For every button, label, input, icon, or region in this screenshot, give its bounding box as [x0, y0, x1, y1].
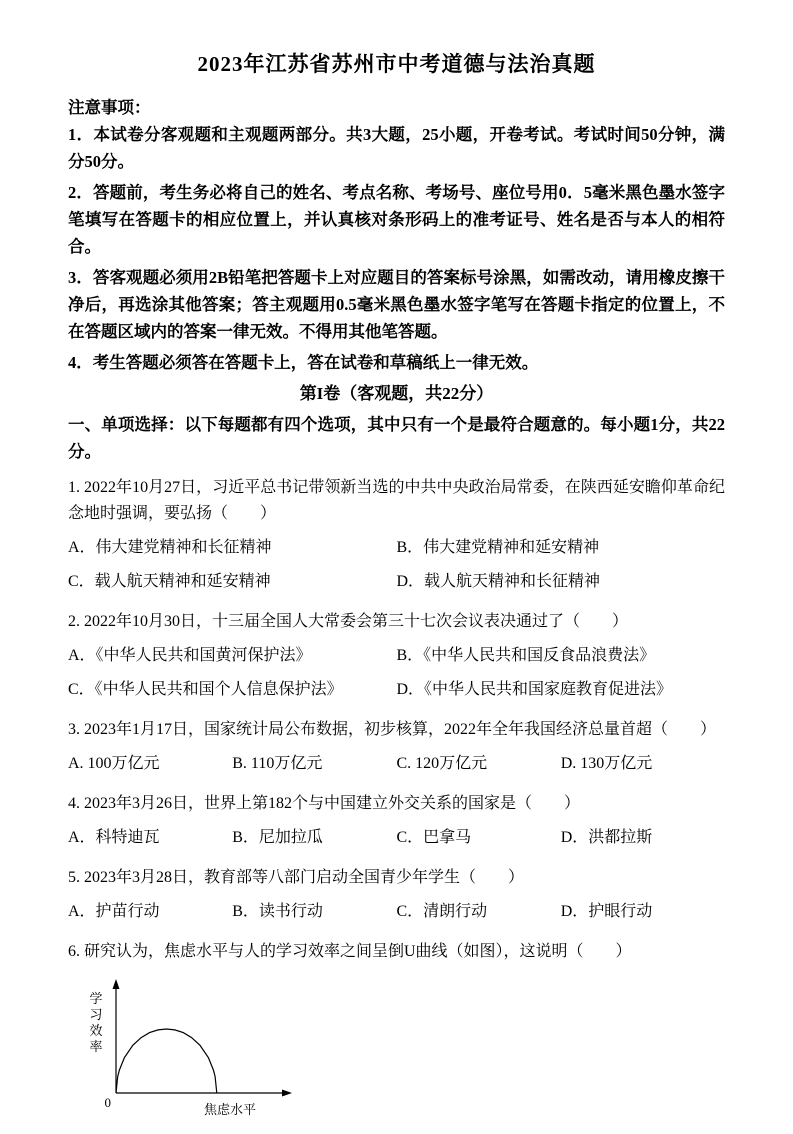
question-5: [68, 865, 725, 929]
inverted-u-curve: [116, 1029, 217, 1093]
notice-item-3: 3．答客观题必须用2B铅笔把答题卡上对应题目的答案标号涂黑，如需改动，请用橡皮擦干净后，再选涂其他答案；答主观题用0.5毫米黑色墨水签字笔写在答题卡指定的位置上，不在答题区域内的答案一律无效。不得用其他笔答题。: [68, 268, 725, 341]
option-a: A．科特迪瓦: [68, 829, 160, 846]
question-1-options: [68, 531, 725, 599]
question-3: [68, 717, 725, 781]
option-d: D．护眼行动: [560, 903, 653, 920]
option-c: C. 120万亿元: [396, 755, 488, 772]
notice-item-1: 1．本试卷分客观题和主观题两部分。共3大题，25小题，开卷考试。考试时间50分钟，满分50分。: [68, 125, 725, 171]
option-d: D．《中华人民共和国家庭教育促进法》: [396, 681, 673, 698]
y-axis-label: 学习效率: [89, 991, 103, 1054]
notice-heading: 注意事项：: [68, 98, 151, 117]
question-6: [68, 939, 725, 1134]
option-b: B．《中华人民共和国反食品浪费法》: [396, 647, 656, 664]
question-1: [68, 475, 725, 599]
option-d: D．洪都拉斯: [560, 829, 653, 846]
notice-item-4: 4．考生答题必须答在答题卡上，答在试卷和草稿纸上一律无效。: [68, 353, 539, 372]
inverted-u-chart-svg: [80, 973, 320, 1129]
question-4-options: [68, 821, 725, 855]
option-c: C．载人航天精神和延安精神: [68, 573, 271, 590]
option-d: D．载人航天精神和长征精神: [396, 573, 601, 590]
question-2: [68, 609, 725, 707]
option-a: A．《中华人民共和国黄河保护法》: [68, 647, 312, 664]
option-a: A. 100万亿元: [68, 755, 160, 772]
question-3-options: [68, 747, 725, 781]
question-4: [68, 791, 725, 855]
page-title: 2023年江苏省苏州市中考道德与法治真题: [197, 52, 596, 76]
option-b: B．尼加拉瓜: [232, 829, 323, 846]
x-axis-label: 焦虑水平: [203, 1102, 257, 1117]
option-b: B．读书行动: [232, 903, 323, 920]
part-title: 一、单项选择：以下每题都有四个选项，其中只有一个是最符合题意的。每小题1分，共22分。: [68, 415, 725, 461]
option-c: C．巴拿马: [396, 829, 472, 846]
origin-label: 0: [104, 1095, 111, 1110]
question-3-stem: 3. 2023年1月17日，国家统计局公布数据，初步核算，2022年全年我国经济总量首超（ ）: [68, 721, 717, 738]
question-5-options: [68, 895, 725, 929]
question-5-stem: 5. 2023年3月28日，教育部等八部门启动全国青少年学生（ ）: [68, 869, 525, 886]
question-4-stem: 4. 2023年3月26日，世界上第182个与中国建立外交关系的国家是（ ）: [68, 795, 581, 812]
option-a: A．伟大建党精神和长征精神: [68, 539, 272, 556]
question-6-stem: 6. 研究认为，焦虑水平与人的学习效率之间呈倒U曲线（如图），这说明（ ）: [68, 943, 632, 960]
option-a: A．护苗行动: [68, 903, 160, 920]
option-c: C．清朗行动: [396, 903, 488, 920]
question-1-stem: 1. 2022年10月27日，习近平总书记带领新当选的中共中央政治局常委，在陕西延安瞻仰革命纪念地时强调，要弘扬（ ）: [68, 479, 725, 522]
question-2-options: [68, 639, 725, 707]
question-2-stem: 2. 2022年10月30日，十三届全国人大常委会第三十七次会议表决通过了（ ）: [68, 613, 629, 630]
option-b: B. 110万亿元: [232, 755, 323, 772]
option-c: C．《中华人民共和国个人信息保护法》: [68, 681, 343, 698]
anxiety-efficiency-chart: [80, 973, 725, 1134]
y-axis-arrow-icon: [113, 979, 120, 989]
option-b: B．伟大建党精神和延安精神: [396, 539, 600, 556]
x-axis-arrow-icon: [282, 1090, 292, 1097]
option-d: D. 130万亿元: [560, 755, 653, 772]
notice-item-2: 2．答题前，考生务必将自己的姓名、考点名称、考场号、座位号用0．5毫米黑色墨水签字笔填写在答题卡的相应位置上，并认真核对条形码上的准考证号、姓名是否与本人的相符合。: [68, 183, 725, 256]
volume-title: 第I卷（客观题，共22分）: [299, 384, 494, 403]
